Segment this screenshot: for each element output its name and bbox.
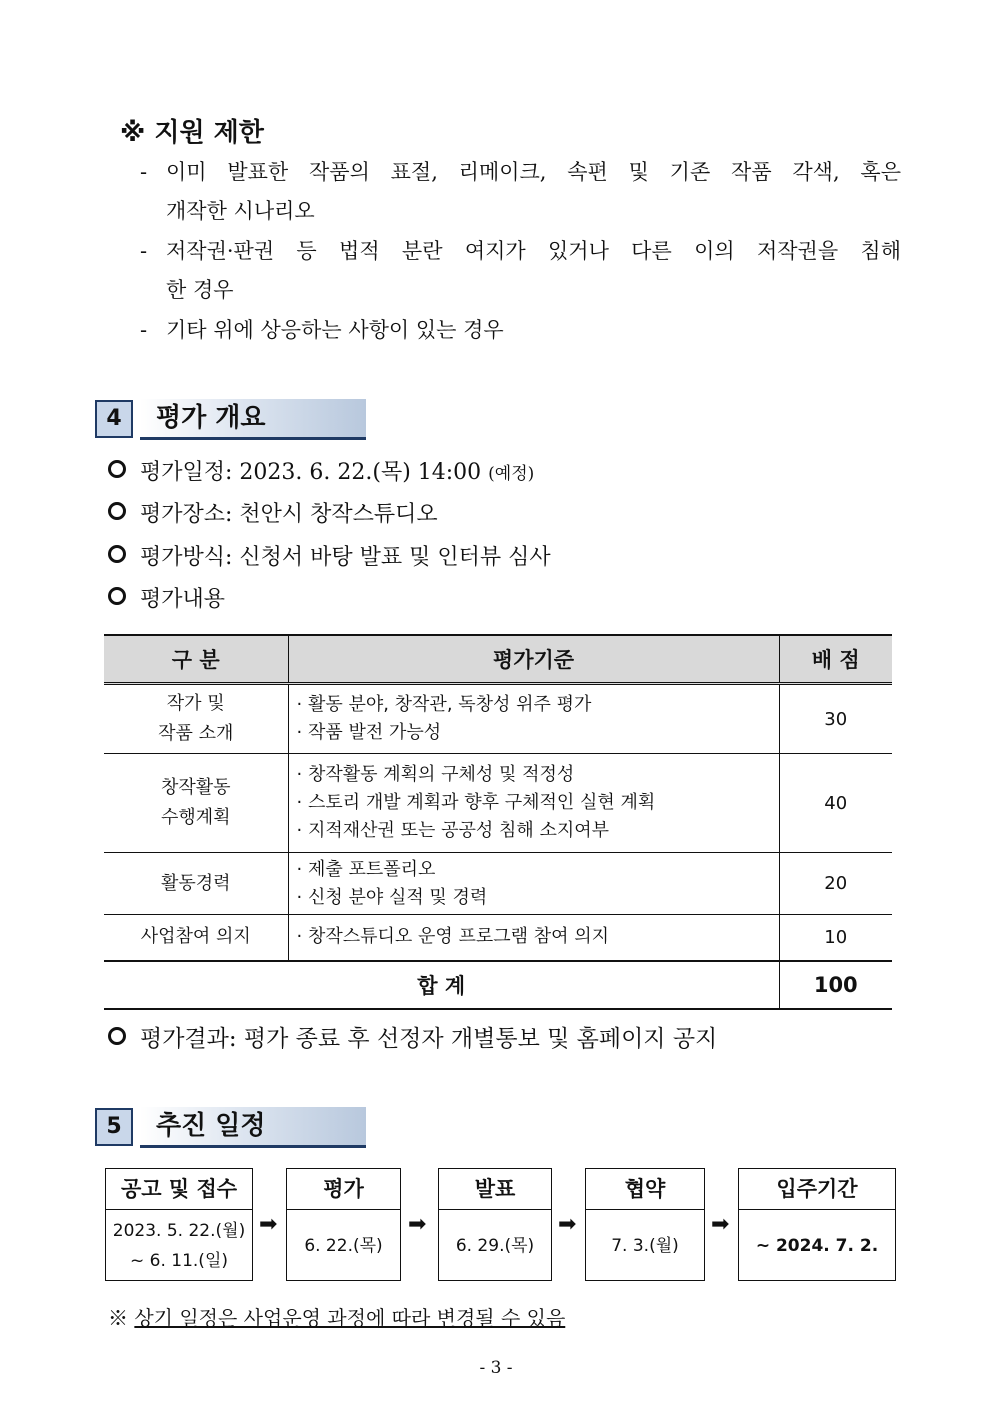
section-5-title: 추진 일정	[156, 1111, 266, 1141]
table-row	[104, 754, 892, 853]
timeline-step-residency	[738, 1168, 896, 1281]
page-number: - 3 -	[479, 1358, 513, 1378]
row-category: 활동경력	[104, 853, 288, 915]
arrow-right-icon: ➡	[259, 1212, 278, 1237]
result-text: 평가결과: 평가 종료 후 선정자 개별통보 및 홈페이지 공지	[140, 1026, 718, 1052]
restriction-item-line: 기타 위에 상응하는 사항이 있는 경우	[166, 318, 504, 342]
header-category: 구 분	[104, 635, 288, 684]
dash-marker: -	[140, 239, 148, 263]
header-criteria: 평가기준	[288, 635, 779, 684]
timeline-step-announcement-result	[438, 1168, 552, 1281]
step-date-line: ~ 6. 11.(일)	[130, 1250, 228, 1271]
row-score: 20	[779, 853, 892, 915]
row-criteria	[288, 684, 779, 754]
schedule-note	[108, 1302, 565, 1331]
row-criteria	[288, 754, 779, 853]
step-dates	[439, 1210, 551, 1281]
step-date-line: 2023. 5. 22.(월)	[112, 1220, 246, 1241]
restriction-item-line: 개작한 시나리오	[166, 199, 315, 223]
step-dates	[287, 1210, 400, 1281]
schedule-note: (예정)	[488, 464, 535, 484]
step-title: 공고 및 접수	[106, 1169, 252, 1210]
row-category	[104, 754, 288, 853]
arrow-right-icon: ➡	[711, 1212, 730, 1237]
step-title: 평가	[287, 1169, 400, 1210]
table-row	[104, 684, 892, 754]
row-score: 30	[779, 684, 892, 754]
category-line: 작품 소개	[158, 723, 234, 744]
criteria-line: · 신청 분야 실적 및 경력	[296, 886, 488, 908]
dash-marker: -	[140, 318, 148, 342]
timeline-step-announcement	[105, 1168, 253, 1281]
criteria-line: · 스토리 개발 계획과 향후 구체적인 실현 계획	[296, 792, 656, 813]
total-score: 100	[779, 961, 892, 1009]
step-dates	[586, 1210, 704, 1281]
restriction-item-line: 저작권·판권 등 법적 분란 여지가 있거나 다른 이의 저작권을 침해	[166, 239, 901, 263]
category-line: 수행계획	[160, 807, 231, 828]
criteria-line: · 지적재산권 또는 공공성 침해 소지여부	[296, 820, 610, 841]
step-date-line: 6. 29.(목)	[455, 1235, 535, 1256]
section-5-number: 5	[95, 1108, 133, 1146]
arrow-right-icon: ➡	[558, 1212, 577, 1237]
step-dates	[106, 1210, 252, 1281]
restriction-title: ※ 지원 제한	[120, 118, 264, 148]
dash-marker: -	[140, 160, 148, 184]
bullet-method	[108, 543, 551, 573]
restriction-item-line: 한 경우	[166, 278, 234, 302]
place-text: 평가장소: 천안시 창작스튜디오	[140, 502, 438, 527]
table-row	[104, 853, 892, 915]
section-4-header	[140, 399, 366, 440]
section-4-number: 4	[95, 400, 133, 438]
circle-bullet-icon	[108, 502, 126, 520]
circle-bullet-icon	[108, 587, 126, 605]
note-mark: ※	[108, 1306, 128, 1330]
category-line: 작가 및	[166, 693, 225, 714]
criteria-line: · 제출 포트폴리오	[296, 858, 436, 880]
note-text: 상기 일정은 사업운영 과정에 따라 변경될 수 있음	[134, 1306, 566, 1330]
schedule-text: 평가일정: 2023. 6. 22.(목) 14:00	[140, 460, 482, 485]
row-criteria	[288, 853, 779, 915]
bullet-schedule	[108, 458, 534, 489]
criteria-line: · 활동 분야, 창작관, 독창성 위주 평가	[296, 694, 592, 715]
section-4-title: 평가 개요	[156, 403, 266, 433]
circle-bullet-icon	[108, 1027, 126, 1045]
criteria-line: · 작품 발전 가능성	[296, 722, 442, 743]
row-criteria	[288, 915, 779, 961]
header-score: 배 점	[779, 635, 892, 684]
total-label: 합 계	[104, 961, 779, 1009]
table-header-row	[104, 635, 892, 684]
bullet-result	[108, 1024, 717, 1054]
content-text: 평가내용	[140, 587, 226, 612]
step-title: 협약	[586, 1169, 704, 1210]
circle-bullet-icon	[108, 545, 126, 563]
row-category	[104, 684, 288, 754]
restriction-item-line: 이미 발표한 작품의 표절, 리메이크, 속편 및 기존 작품 각색, 혹은	[166, 160, 901, 184]
row-score: 40	[779, 754, 892, 853]
step-title: 입주기간	[739, 1169, 895, 1210]
table-total-row	[104, 961, 892, 1009]
step-date-line: ~ 2024. 7. 2.	[755, 1235, 879, 1256]
category-line: 창작활동	[160, 777, 231, 798]
method-text: 평가방식: 신청서 바탕 발표 및 인터뷰 심사	[140, 545, 551, 570]
row-category: 사업참여 의지	[104, 915, 288, 961]
step-title: 발표	[439, 1169, 551, 1210]
bullet-content	[108, 585, 225, 615]
section-5-header	[140, 1107, 366, 1148]
table-row	[104, 915, 892, 961]
step-date-line: 6. 22.(목)	[304, 1235, 383, 1256]
criteria-line: · 창작활동 계획의 구체성 및 적정성	[296, 764, 575, 785]
timeline-step-evaluation	[286, 1168, 401, 1281]
step-date-line: 7. 3.(월)	[611, 1235, 679, 1256]
evaluation-table	[104, 634, 892, 1010]
timeline-step-agreement	[585, 1168, 705, 1281]
step-dates	[739, 1210, 895, 1281]
criteria-line: · 창작스튜디오 운영 프로그램 참여 의지	[296, 926, 610, 948]
circle-bullet-icon	[108, 460, 126, 478]
row-score: 10	[779, 915, 892, 961]
bullet-place	[108, 500, 438, 530]
arrow-right-icon: ➡	[408, 1212, 427, 1237]
